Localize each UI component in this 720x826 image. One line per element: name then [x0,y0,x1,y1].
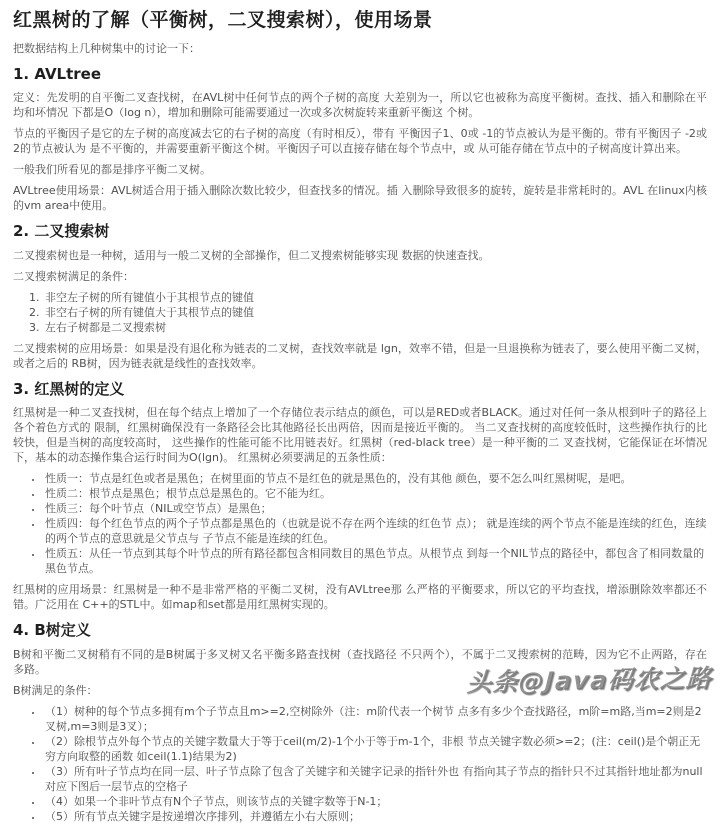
paragraph: 二叉搜索树也是一种树，适用与一般二叉树的全部操作，但二叉搜索树能够实现 数据的快速查找。 [13,248,490,262]
intro-text: 把数据结构上几种树集中的讨论一下： [13,41,200,55]
rbtree-properties-list [13,471,707,576]
section-heading-rbtree: 3. 红黑树的定义 [13,379,125,398]
paragraph: 定义：先发明的自平衡二叉查找树，在AVL树中任何节点的两个子树的高度 大差别为一，所以它也被称为高度平衡树。查找、插入和删除在平均和坏情况 下都是O（log n），增加和删除可能需要通过一次或多次树旋转来重新平衡这 个树。 [13,91,707,120]
paragraph: 红黑树是一种二叉查找树，但在每个结点上增加了一个存储位表示结点的颜色，可以是RED或者BLACK。通过对任何一条从根到叶子的路径上各个着色方式的 限制，红黑树确保没有一条路径会比其他路径长出两倍，因而是接近平衡的。 当二叉查找树的高度较低时，这些操作执行的比较快，但是当树的高度较高时， 这些操作的性能可能不比用链表好。红黑树（red-black tree）是一种平衡的二 叉查找树，它能保证在坏情况下，基本的动态操作集合运行时间为O(lgn)。 红黑树必须要满足的五条性质： [13,406,707,465]
page-title: 红黑树的了解（平衡树，二叉搜索树），使用场景 [13,9,433,31]
list-item: • 性质五：从任一节点到其每个叶节点的所有路径都包含相同数目的黑色节点。从根节点 到每一个NIL节点的路径中，都包含了相同数量的黑色节点。 [43,546,707,576]
list-item: • 性质三：每个叶节点（NIL或空节点）是黑色； [43,501,707,516]
list-item: 1. 非空左子树的所有键值小于其根节点的键值 [43,290,707,305]
section-heading-bst: 2. 二叉搜索树 [13,222,110,241]
list-item: • （1）树种的每个节点多拥有m个子节点且m>=2,空树除外（注：m阶代表一个树节 点多有多少个查找路径，m阶=m路,当m=2则是2叉树,m=3则是3叉）； [43,704,707,734]
watermark: 头条@Java码农之路 [465,663,713,698]
paragraph: 红黑树的应用场景：红黑树是一种不是非常严格的平衡二叉树，没有AVLtree那 么严格的平衡要求，所以它的平均查找，增添删除效率都还不错。广泛用在 C++的STL中。如map和set都是用红黑树实现的。 [13,583,707,612]
paragraph: B树满足的条件： [13,683,98,697]
list-item: • （2）除根节点外每个节点的关键字数量大于等于ceil(m/2)-1个小于等于m-1个，非根 节点关键字数必须>=2；(注：ceil()是个朝正无穷方向取整的函数 如ceil(1.1)结果为2) [43,734,707,764]
section-heading-avltree: 1. AVLtree [13,64,102,83]
paragraph: 节点的平衡因子是它的左子树的高度减去它的右子树的高度（有时相反），带有 平衡因子1、0或 -1的节点被认为是平衡的。带有平衡因子 -2或2的节点被认为 是不平衡的，并需要重新平衡这个树。平衡因子可以直接存储在每个节点中，或 从可能存储在节点中的子树高度计算出来。 [13,127,707,156]
list-item: • 性质一：节点是红色或者是黑色；在树里面的节点不是红色的就是黑色的，没有其他 颜色，要不怎么叫红黑树呢，是吧。 [43,471,707,486]
list-item: • 性质二：根节点是黑色；根节点总是黑色的。它不能为红。 [43,486,707,501]
list-item: 3. 左右子树都是二叉搜索树 [43,320,707,335]
bst-conditions-list [13,290,707,335]
paragraph: B树和平衡二叉树稍有不同的是B树属于多叉树又名平衡多路查找树（查找路径 不只两个），不属于二叉搜索树的范畴，因为它不止两路，存在多路。 [13,647,707,676]
paragraph: 一般我们所看见的都是排序平衡二叉树。 [13,163,211,177]
list-item: • （4）如果一个非叶节点有N个子节点，则该节点的关键字数等于N-1； [43,794,707,809]
paragraph: 二叉搜索树的应用场景：如果是没有退化称为链表的二叉树，查找效率就是 lgn，效率不错，但是一旦退换称为链表了，要么使用平衡二叉树，或者之后的 RB树，因为链表就是线性的查找效率。 [13,341,707,370]
list-item: • （5）所有节点关键字是按递增次序排列，并遵循左小右大原则； [43,809,707,824]
list-item: • （3）所有叶子节点均在同一层、叶子节点除了包含了关键字和关键字记录的指针外也 有指向其子节点的指针只不过其指针地址都为null对应下图后一层节点的空格子 [43,764,707,794]
list-item: • 性质四：每个红色节点的两个子节点都是黑色的（也就是说不存在两个连续的红色节 点）； 就是连续的两个节点不能是连续的红色，连续的两个节点的意思就是父节点与 子节点不能是连续的红色。 [43,516,707,546]
list-item: 2. 非空右子树的所有键值大于其根节点的键值 [43,305,707,320]
paragraph: AVLtree使用场景：AVL树适合用于插入删除次数比较少，但查找多的情况。插 入删除导致很多的旋转，旋转是非常耗时的。AVL 在linux内核的vm area中使用。 [13,184,707,213]
section-heading-btree: 4. B树定义 [13,621,91,640]
paragraph: 二叉搜索树满足的条件： [13,269,134,283]
btree-conditions-list [13,704,707,824]
